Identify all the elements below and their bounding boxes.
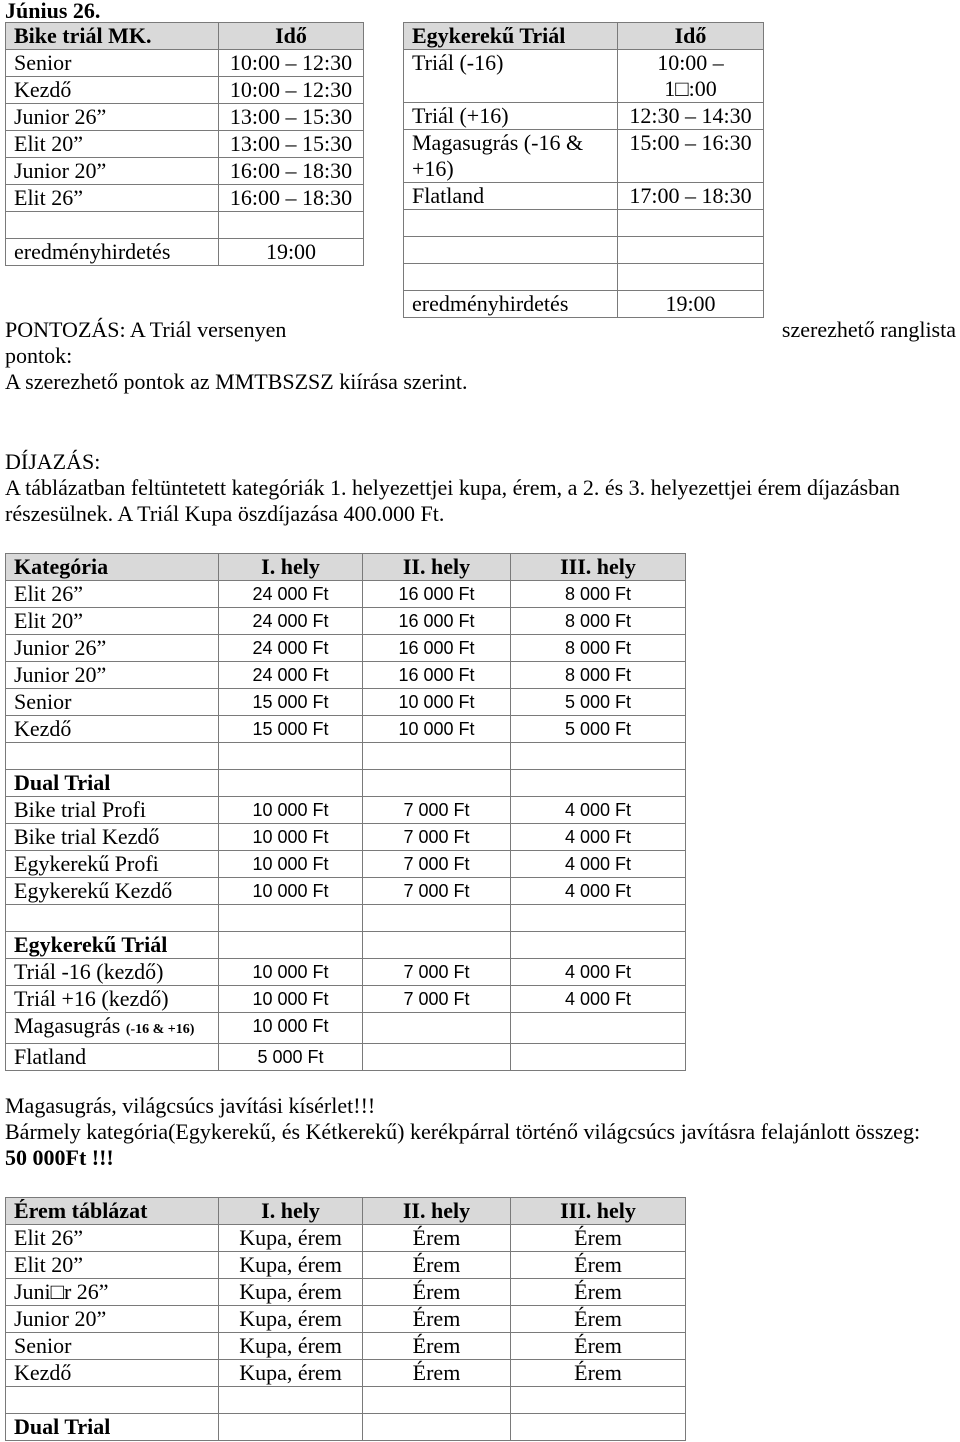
second-place-cell: 16 000 Ft	[363, 662, 511, 689]
first-place-cell	[219, 743, 363, 770]
second-place-cell: Érem	[363, 1225, 511, 1252]
unicycle-trial-schedule-table	[403, 22, 764, 318]
first-place-cell	[219, 932, 363, 959]
category-cell: Juni□r 26”	[6, 1279, 219, 1306]
table-row	[404, 50, 764, 103]
event-cell: Triál (-16)	[404, 50, 618, 103]
first-place-cell: Kupa, érem	[219, 1252, 363, 1279]
event-cell	[404, 264, 618, 291]
third-place-cell: Érem	[511, 1279, 686, 1306]
category-cell: Elit 26”	[6, 1225, 219, 1252]
table-row	[6, 905, 686, 932]
table-row	[6, 1044, 686, 1071]
second-place-cell	[363, 1414, 511, 1441]
category-cell: Senior	[6, 1333, 219, 1360]
table-row	[6, 1333, 686, 1360]
third-place-cell: 8 000 Ft	[511, 581, 686, 608]
third-place-cell: 8 000 Ft	[511, 635, 686, 662]
table-row	[6, 689, 686, 716]
second-place-cell	[363, 1013, 511, 1044]
medal-table	[5, 1197, 686, 1441]
table-row	[404, 237, 764, 264]
category-cell: Bike trial Kezdő	[6, 824, 219, 851]
world-record-text: Bármely kategória(Egykerekű, és Kétkerekű) kerékpárral történő világcsúcs javításra felajánlott összeg:	[5, 1119, 921, 1144]
first-place-cell	[219, 1387, 363, 1414]
table-row	[6, 104, 364, 131]
category-cell: Senior	[6, 50, 219, 77]
second-place-cell: Érem	[363, 1252, 511, 1279]
category-cell: eredményhirdetés	[6, 239, 219, 266]
table-row	[404, 103, 764, 130]
category-cell: Kezdő	[6, 716, 219, 743]
table-row	[6, 743, 686, 770]
scoring-line: pontok:	[5, 343, 73, 368]
first-place-cell: Kupa, érem	[219, 1279, 363, 1306]
third-place-cell: Érem	[511, 1360, 686, 1387]
table-row	[6, 797, 686, 824]
third-place-header: III. hely	[511, 554, 686, 581]
third-place-cell	[511, 932, 686, 959]
header-row	[6, 1198, 686, 1225]
first-place-cell: 10 000 Ft	[219, 1013, 363, 1044]
table-row	[404, 130, 764, 183]
category-cell: Junior 26”	[6, 104, 219, 131]
category-qualifier: (-16 & +16)	[125, 1022, 195, 1037]
table-row	[6, 608, 686, 635]
category-cell: Egykerekű Kezdő	[6, 878, 219, 905]
event-cell: eredményhirdetés	[404, 291, 618, 318]
category-header: Bike triál MK.	[6, 23, 219, 50]
event-cell	[404, 237, 618, 264]
time-cell: 10:00 – 12:30	[219, 50, 364, 77]
table-row	[6, 662, 686, 689]
category-cell: Elit 20”	[6, 131, 219, 158]
table-row	[6, 959, 686, 986]
section-row	[6, 932, 686, 959]
second-place-cell: 7 000 Ft	[363, 959, 511, 986]
category-cell	[6, 905, 219, 932]
time-cell: 12:30 – 14:30	[618, 103, 764, 130]
third-place-cell: 5 000 Ft	[511, 689, 686, 716]
third-place-cell	[511, 770, 686, 797]
table-row	[6, 581, 686, 608]
first-place-cell: 24 000 Ft	[219, 662, 363, 689]
first-place-cell: 10 000 Ft	[219, 986, 363, 1013]
second-place-cell: 7 000 Ft	[363, 851, 511, 878]
category-cell: Egykerekű Profi	[6, 851, 219, 878]
table-row	[6, 158, 364, 185]
category-cell: Kezdő	[6, 77, 219, 104]
category-cell: Triál -16 (kezdő)	[6, 959, 219, 986]
prizes-section	[5, 449, 956, 527]
event-header: Egykerekű Triál	[404, 23, 618, 50]
table-row	[404, 291, 764, 318]
table-row	[6, 878, 686, 905]
third-place-cell	[511, 1414, 686, 1441]
table-row	[6, 1306, 686, 1333]
third-place-cell: Érem	[511, 1225, 686, 1252]
table-row	[6, 1360, 686, 1387]
second-place-cell	[363, 932, 511, 959]
table-row	[404, 210, 764, 237]
second-place-cell: 10 000 Ft	[363, 689, 511, 716]
first-place-cell: 10 000 Ft	[219, 878, 363, 905]
table-row	[6, 986, 686, 1013]
category-header: Kategória	[6, 554, 219, 581]
bike-trial-schedule-table	[5, 22, 364, 266]
time-cell	[618, 264, 764, 291]
first-place-cell: 24 000 Ft	[219, 608, 363, 635]
first-place-cell: 5 000 Ft	[219, 1044, 363, 1071]
category-cell	[6, 743, 219, 770]
category-cell: Junior 20”	[6, 662, 219, 689]
table-row	[6, 239, 364, 266]
first-place-cell	[219, 1414, 363, 1441]
third-place-cell	[511, 1013, 686, 1044]
table-row	[6, 1387, 686, 1414]
category-label: Magasugrás	[14, 1013, 121, 1038]
time-cell: 13:00 – 15:30	[219, 104, 364, 131]
second-place-cell: Érem	[363, 1333, 511, 1360]
third-place-cell	[511, 905, 686, 932]
world-record-section	[5, 1093, 956, 1171]
category-cell: Flatland	[6, 1044, 219, 1071]
time-cell: 17:00 – 18:30	[618, 183, 764, 210]
category-cell: Junior 20”	[6, 158, 219, 185]
header-row	[6, 23, 364, 50]
time-cell	[219, 212, 364, 239]
category-cell: Elit 20”	[6, 608, 219, 635]
scoring-heading-line	[5, 317, 956, 343]
section-title: Dual Trial	[6, 770, 219, 797]
category-cell: Kezdő	[6, 1360, 219, 1387]
scoring-section	[5, 317, 956, 395]
third-place-cell: 5 000 Ft	[511, 716, 686, 743]
third-place-cell: 4 000 Ft	[511, 986, 686, 1013]
first-place-cell: 15 000 Ft	[219, 689, 363, 716]
date-heading: Június 26.	[5, 0, 101, 23]
second-place-cell	[363, 905, 511, 932]
time-cell: 13:00 – 15:30	[219, 131, 364, 158]
table-row	[6, 1225, 686, 1252]
first-place-header: I. hely	[219, 554, 363, 581]
first-place-cell: 10 000 Ft	[219, 851, 363, 878]
third-place-cell: 4 000 Ft	[511, 797, 686, 824]
event-cell	[404, 210, 618, 237]
category-cell: Elit 26”	[6, 185, 219, 212]
time-cell: 19:00	[219, 239, 364, 266]
category-cell: Bike trial Profi	[6, 797, 219, 824]
third-place-cell: 4 000 Ft	[511, 878, 686, 905]
time-cell	[618, 210, 764, 237]
time-cell: 16:00 – 18:30	[219, 158, 364, 185]
first-place-header: I. hely	[219, 1198, 363, 1225]
time-cell	[618, 237, 764, 264]
first-place-cell: 10 000 Ft	[219, 824, 363, 851]
table-row	[6, 824, 686, 851]
first-place-cell: Kupa, érem	[219, 1360, 363, 1387]
time-cell: 15:00 – 16:30	[618, 130, 764, 183]
third-place-cell	[511, 743, 686, 770]
second-place-cell: 16 000 Ft	[363, 581, 511, 608]
third-place-cell: 4 000 Ft	[511, 851, 686, 878]
second-place-cell: Érem	[363, 1279, 511, 1306]
table-row	[6, 635, 686, 662]
section-title: Dual Trial	[6, 1414, 219, 1441]
time-cell: 16:00 – 18:30	[219, 185, 364, 212]
scoring-heading-continuation: szerezhető ranglista	[781, 317, 956, 342]
second-place-cell: 7 000 Ft	[363, 824, 511, 851]
prizes-text-line: részesülnek. A Triál Kupa öszdíjazása 400.000 Ft.	[5, 501, 445, 526]
third-place-cell	[511, 1044, 686, 1071]
second-place-cell: 7 000 Ft	[363, 797, 511, 824]
event-cell: Flatland	[404, 183, 618, 210]
table-row	[404, 183, 764, 210]
world-record-title: Magasugrás, világcsúcs javítási kísérlet!!!	[5, 1093, 376, 1118]
table-row	[6, 851, 686, 878]
third-place-cell: Érem	[511, 1333, 686, 1360]
third-place-cell: 4 000 Ft	[511, 959, 686, 986]
category-cell: Elit 26”	[6, 581, 219, 608]
first-place-cell: Kupa, érem	[219, 1225, 363, 1252]
category-cell: Triál +16 (kezdő)	[6, 986, 219, 1013]
second-place-cell: 7 000 Ft	[363, 878, 511, 905]
first-place-cell	[219, 905, 363, 932]
first-place-cell: 10 000 Ft	[219, 959, 363, 986]
table-row	[6, 50, 364, 77]
prizes-heading: DÍJAZÁS:	[5, 449, 101, 474]
header-row	[404, 23, 764, 50]
time-cell: 10:00 – 1□:00	[618, 50, 764, 103]
first-place-cell: 10 000 Ft	[219, 797, 363, 824]
third-place-cell: 4 000 Ft	[511, 824, 686, 851]
second-place-cell: 7 000 Ft	[363, 986, 511, 1013]
first-place-cell: 15 000 Ft	[219, 716, 363, 743]
second-place-cell	[363, 770, 511, 797]
third-place-cell	[511, 1387, 686, 1414]
second-place-cell	[363, 1044, 511, 1071]
header-row	[6, 554, 686, 581]
table-row	[6, 1252, 686, 1279]
time-cell: 19:00	[618, 291, 764, 318]
first-place-cell: Kupa, érem	[219, 1333, 363, 1360]
scoring-heading: PONTOZÁS: A Triál versenyen	[5, 317, 287, 342]
table-row	[6, 212, 364, 239]
table-row	[6, 1013, 686, 1044]
category-cell	[6, 212, 219, 239]
section-title: Egykerekű Triál	[6, 932, 219, 959]
category-cell: Junior 26”	[6, 635, 219, 662]
category-cell	[6, 1013, 219, 1044]
third-place-cell: 8 000 Ft	[511, 608, 686, 635]
second-place-cell: 16 000 Ft	[363, 608, 511, 635]
category-cell: Junior 20”	[6, 1306, 219, 1333]
second-place-cell	[363, 743, 511, 770]
category-header: Érem táblázat	[6, 1198, 219, 1225]
second-place-cell: Érem	[363, 1360, 511, 1387]
second-place-header: II. hely	[363, 1198, 511, 1225]
first-place-cell: 24 000 Ft	[219, 635, 363, 662]
second-place-cell: 16 000 Ft	[363, 635, 511, 662]
world-record-amount: 50 000Ft !!!	[5, 1145, 114, 1170]
second-place-cell	[363, 1387, 511, 1414]
category-cell: Elit 20”	[6, 1252, 219, 1279]
second-place-cell: Érem	[363, 1306, 511, 1333]
first-place-cell	[219, 770, 363, 797]
time-header: Idő	[219, 23, 364, 50]
time-cell: 10:00 – 12:30	[219, 77, 364, 104]
event-cell: Triál (+16)	[404, 103, 618, 130]
section-row	[6, 1414, 686, 1441]
third-place-cell: Érem	[511, 1252, 686, 1279]
table-row	[6, 1279, 686, 1306]
time-header: Idő	[618, 23, 764, 50]
second-place-cell: 10 000 Ft	[363, 716, 511, 743]
first-place-cell: 24 000 Ft	[219, 581, 363, 608]
event-cell: Magasugrás (-16 & +16)	[404, 130, 618, 183]
table-row	[404, 264, 764, 291]
table-row	[6, 77, 364, 104]
third-place-cell: Érem	[511, 1306, 686, 1333]
prizes-text-line: A táblázatban feltüntetett kategóriák 1. helyezettjei kupa, érem, a 2. és 3. helyezettjei érem díjazásban	[5, 475, 900, 500]
third-place-header: III. hely	[511, 1198, 686, 1225]
second-place-header: II. hely	[363, 554, 511, 581]
prize-table	[5, 553, 686, 1071]
category-cell: Senior	[6, 689, 219, 716]
first-place-cell: Kupa, érem	[219, 1306, 363, 1333]
third-place-cell: 8 000 Ft	[511, 662, 686, 689]
table-row	[6, 716, 686, 743]
scoring-line: A szerezhető pontok az MMTBSZSZ kiírása szerint.	[5, 369, 468, 394]
category-cell	[6, 1387, 219, 1414]
table-row	[6, 185, 364, 212]
section-row	[6, 770, 686, 797]
table-row	[6, 131, 364, 158]
